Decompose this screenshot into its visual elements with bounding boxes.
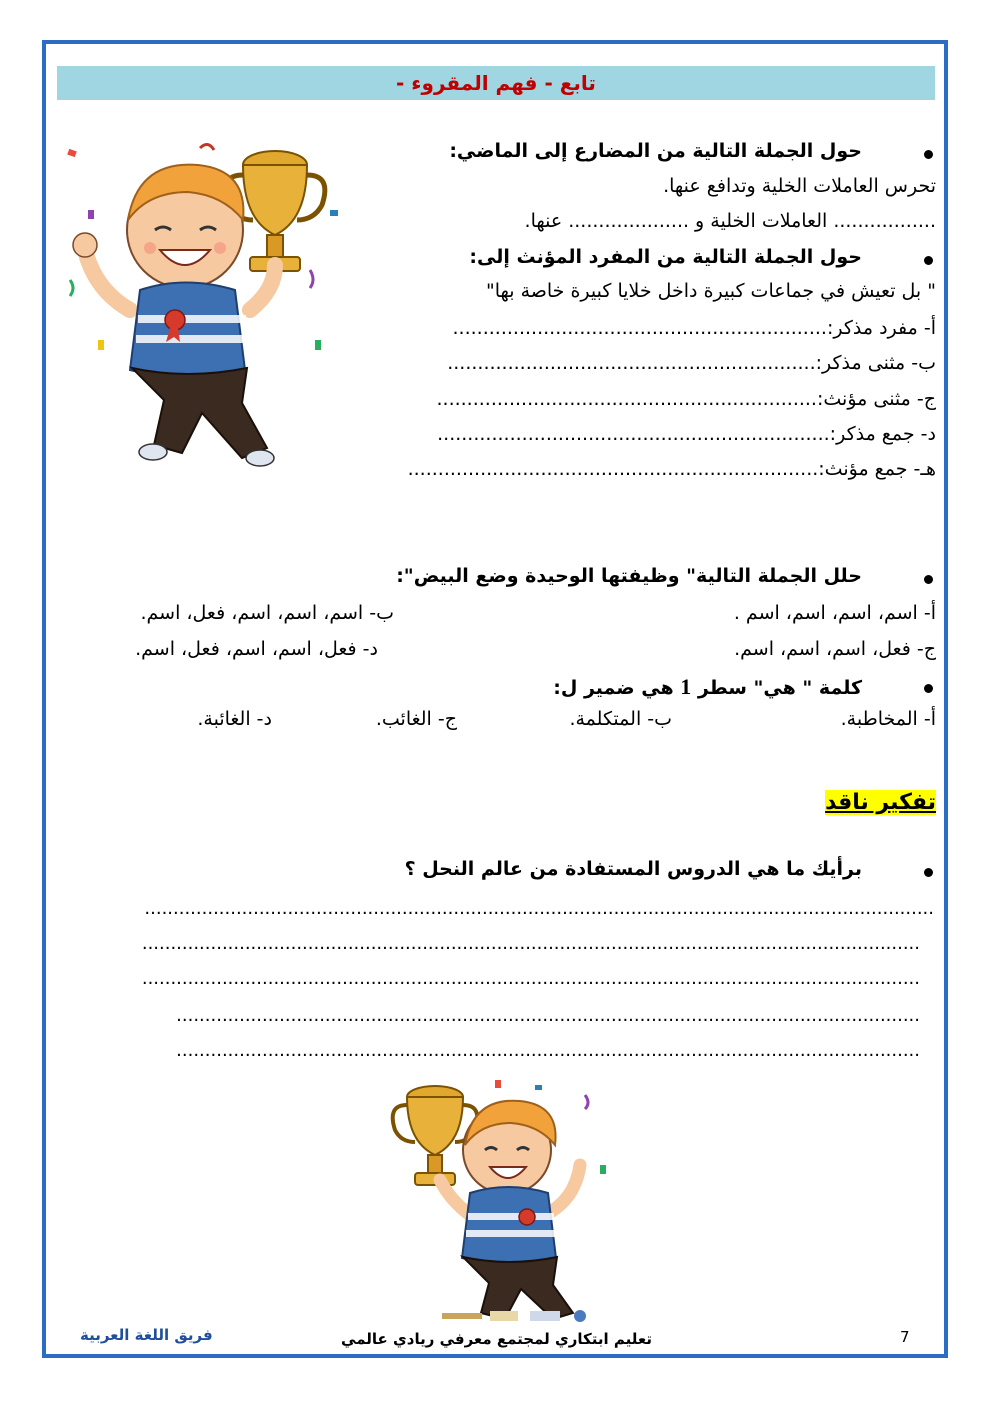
footer-logos [440,1308,595,1322]
q3-option-b[interactable]: ب- اسم، اسم، اسم، فعل، اسم. [140,602,394,624]
q4-option-b[interactable]: ب- المتكلمة. [569,708,672,730]
title-bar [57,66,935,100]
bullet-icon [924,684,933,693]
boy-trophy-illustration [60,140,360,470]
q3-option-c[interactable]: ج- فعل، اسم، اسم، اسم. [734,638,936,660]
answer-line[interactable]: .................................................................................................................................. [176,1040,920,1061]
page-title: تابع - فهم المقروء - [396,71,596,95]
page-number: 7 [900,1328,910,1346]
q2-item-fem-plural[interactable]: هـ- جمع مؤنث:.................................................................... [407,458,936,480]
q1-answer-line[interactable]: ................. العاملات الخلية و .................... عنها. [524,210,936,232]
q2-sentence: " بل تعيش في جماعات كبيرة داخل خلايا كبيرة خاصة بها" [485,280,936,302]
q4-option-a[interactable]: أ- المخاطبة. [840,708,936,730]
critical-prompt: برأيك ما هي الدروس المستفادة من عالم النحل ؟ [404,858,862,880]
q2-prompt: حول الجملة التالية من المفرد المؤنث إلى: [469,246,862,268]
bullet-icon [924,575,933,584]
q2-item-masc-singular[interactable]: أ- مفرد مذكر:.............................................................. [452,317,936,339]
answer-line[interactable]: ........................................................................................................................................ [141,968,920,989]
answer-line[interactable]: .................................................................................................................................. [176,1005,920,1026]
q2-item-fem-dual[interactable]: ج- مثنى مؤنث:............................................................... [436,388,936,410]
q2-item-masc-plural[interactable]: د- جمع مذكر:................................................................. [437,423,936,445]
footer-team: فريق اللغة العربية [80,1326,213,1344]
q3-option-a[interactable]: أ- اسم، اسم، اسم، اسم . [733,602,936,624]
boy-trophy-illustration-bottom [385,1075,625,1320]
q4-prompt: كلمة " هي" سطر 1 هي ضمير ل: [553,674,862,699]
q4-option-c[interactable]: ج- الغائب. [375,708,457,730]
q4-option-d[interactable]: د- الغائبة. [197,708,272,730]
bullet-icon [924,256,933,265]
q3-prompt: حلل الجملة التالية" وظيفتها الوحيدة وضع البيض": [396,565,862,587]
footer-slogan: تعليم ابتكاري لمجتمع معرفي ريادي عالمي [341,1330,652,1348]
q1-sentence: تحرس العاملات الخلية وتدافع عنها. [663,175,936,197]
q2-item-masc-dual[interactable]: ب- مثنى مذكر:............................................................. [447,352,936,374]
q3-option-d[interactable]: د- فعل، اسم، اسم، فعل، اسم. [135,638,378,660]
bullet-icon [924,868,933,877]
bullet-icon [924,150,933,159]
q1-prompt: حول الجملة التالية من المضارع إلى الماضي: [449,140,862,162]
critical-thinking-heading: تفكير ناقد [825,790,936,815]
answer-line[interactable]: .......................................................................................................................................... [144,898,934,919]
answer-line[interactable]: ........................................................................................................................................ [141,933,920,954]
